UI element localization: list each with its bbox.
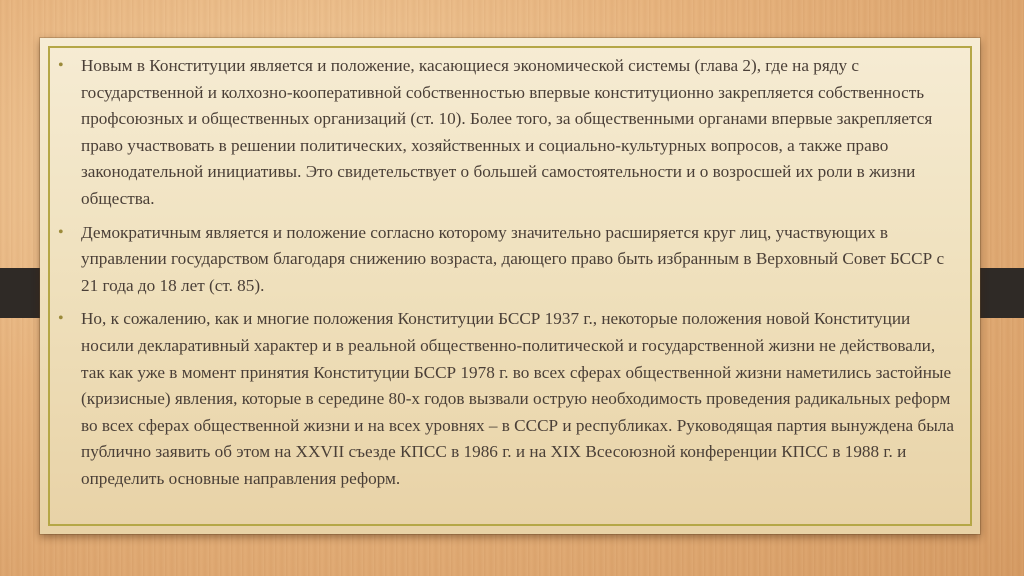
bullet-marker: • bbox=[58, 57, 64, 74]
bullet-text: Демократичным является и положение согласно которому значительно расширяется круг лиц, участвующих в управлении государством благодаря снижению возраста, дающего право быть избранным в Верховный Совет БССР с 21 года до 18 лет (ст. 85). bbox=[81, 222, 945, 295]
bullet-marker: • bbox=[58, 310, 64, 328]
bullet-item bbox=[58, 306, 960, 492]
bullet-item bbox=[58, 220, 960, 300]
bullet-text: Новым в Конституции является и положение, касающиеся экономической системы (глава 2), где на ряду с государственной и колхозно-кооперативной собственностью впервые конституционно закрепляется собственность профсоюзных и общественных организаций (ст. 10). Более того, за общественными органами впервые закрепляется право участвовать в решении политических, хозяйственных и социально-культурных вопросов, а также право законодательной инициативы. Это свидетельствует о большей самостоятельности и о возросшей их роли в жизни общества. bbox=[81, 56, 933, 208]
bullet-marker: • bbox=[58, 223, 64, 241]
bullet-text: Но, к сожалению, как и многие положения Конституции БССР 1937 г., некоторые положения новой Конституции носили декларативный характер и в реальной общественно-политической и государственной жизни не действовали, так как уже в момент принятия Конституции БССР 1978 г. во всех сферах общественной жизни наметились застойные (кризисные) явления, которые в середине 80-х годов вызвали острую необходимость проведения радикальных реформ во всех сферах общественной жизни и на всех уровнях – в СССР и республиках. Руководящая партия вынуждена была публично заявить об этом на XXVII съезде КПСС в 1986 г. и на XIX Всесоюзной конференции КПСС в 1988 г. и определить основные направления реформ. bbox=[81, 309, 954, 488]
bullet-item bbox=[58, 53, 960, 213]
slide-text-panel bbox=[40, 38, 980, 534]
slide-body bbox=[58, 53, 960, 500]
